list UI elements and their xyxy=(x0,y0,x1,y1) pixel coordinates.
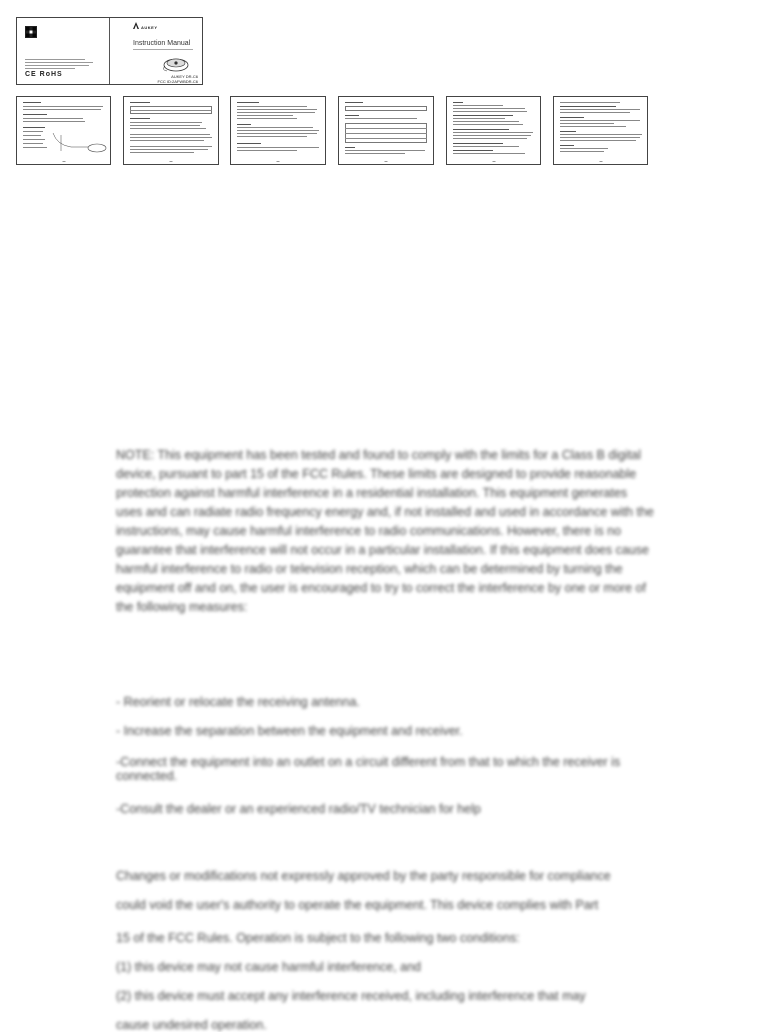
cover-back-panel xyxy=(17,18,109,84)
cover-fine-print xyxy=(25,59,95,71)
product-diagram-icon xyxy=(43,131,108,157)
measure-item: -Connect the equipment into an outlet on a circuit different from that to which the receiver is connected. xyxy=(116,755,621,783)
fcc-id: FCC ID:2AFWBDR-C6 xyxy=(157,79,198,84)
measure-item: - Reorient or relocate the receiving antenna. xyxy=(116,695,360,709)
page-thumbnail-2 xyxy=(123,96,219,165)
cover-fold-line xyxy=(109,18,110,84)
compliance-line: could void the user's authority to operate the equipment. This device complies with Part xyxy=(116,898,599,912)
manual-subtitle-line xyxy=(133,49,193,50)
model-info xyxy=(158,74,198,84)
compliance-line: (1) this device may not cause harmful interference, and xyxy=(116,960,422,974)
page-thumbnail-1 xyxy=(16,96,111,165)
compliance-line: cause undesired operation. xyxy=(116,1018,267,1032)
compliance-line: (2) this device must accept any interference received, including interference that may xyxy=(116,989,586,1003)
page-thumbnail-6 xyxy=(553,96,648,165)
fcc-note-paragraph: NOTE: This equipment has been tested and found to comply with the limits for a Class B digital device, pursuant to part 15 of the FCC Rules. These limits are designed to provide reasonable protection against harmful interference in a residential installation. This equipment generates uses and can radiate radio frequency energy and, if not installed and used in accordance with the instructions, may cause harmful interference to radio communications. However, there is no guarantee that interference will not occur in a particular installation. If this equipment does cause harmful interference to radio or television reception, which can be determined by turning the equipment off and on, the user is encouraged to try to correct the interference by one or more of the following measures: xyxy=(116,448,654,614)
measure-item: -Consult the dealer or an experienced radio/TV technician for help xyxy=(116,802,481,816)
compliance-line: Changes or modifications not expressly approved by the party responsible for compliance xyxy=(116,869,611,883)
measure-item: - Increase the separation between the equipment and receiver. xyxy=(116,724,463,738)
compliance-line: 15 of the FCC Rules. Operation is subject to the following two conditions: xyxy=(116,931,520,945)
aukey-logo-icon xyxy=(133,22,139,29)
cover-front-panel xyxy=(111,18,202,84)
manual-title: Instruction Manual xyxy=(133,40,191,47)
page-thumbnail-5 xyxy=(446,96,541,165)
manual-cover-thumbnail xyxy=(16,17,203,85)
page-thumbnail-4 xyxy=(338,96,434,165)
page-thumbnail-3 xyxy=(230,96,326,165)
certification-marks: CE RoHS xyxy=(25,71,63,78)
brand-name: AUKEY xyxy=(141,25,158,30)
qr-code-icon xyxy=(25,26,37,38)
model-number: AUKEY DR-C6 xyxy=(171,74,198,79)
dashcam-device-icon xyxy=(163,54,191,72)
